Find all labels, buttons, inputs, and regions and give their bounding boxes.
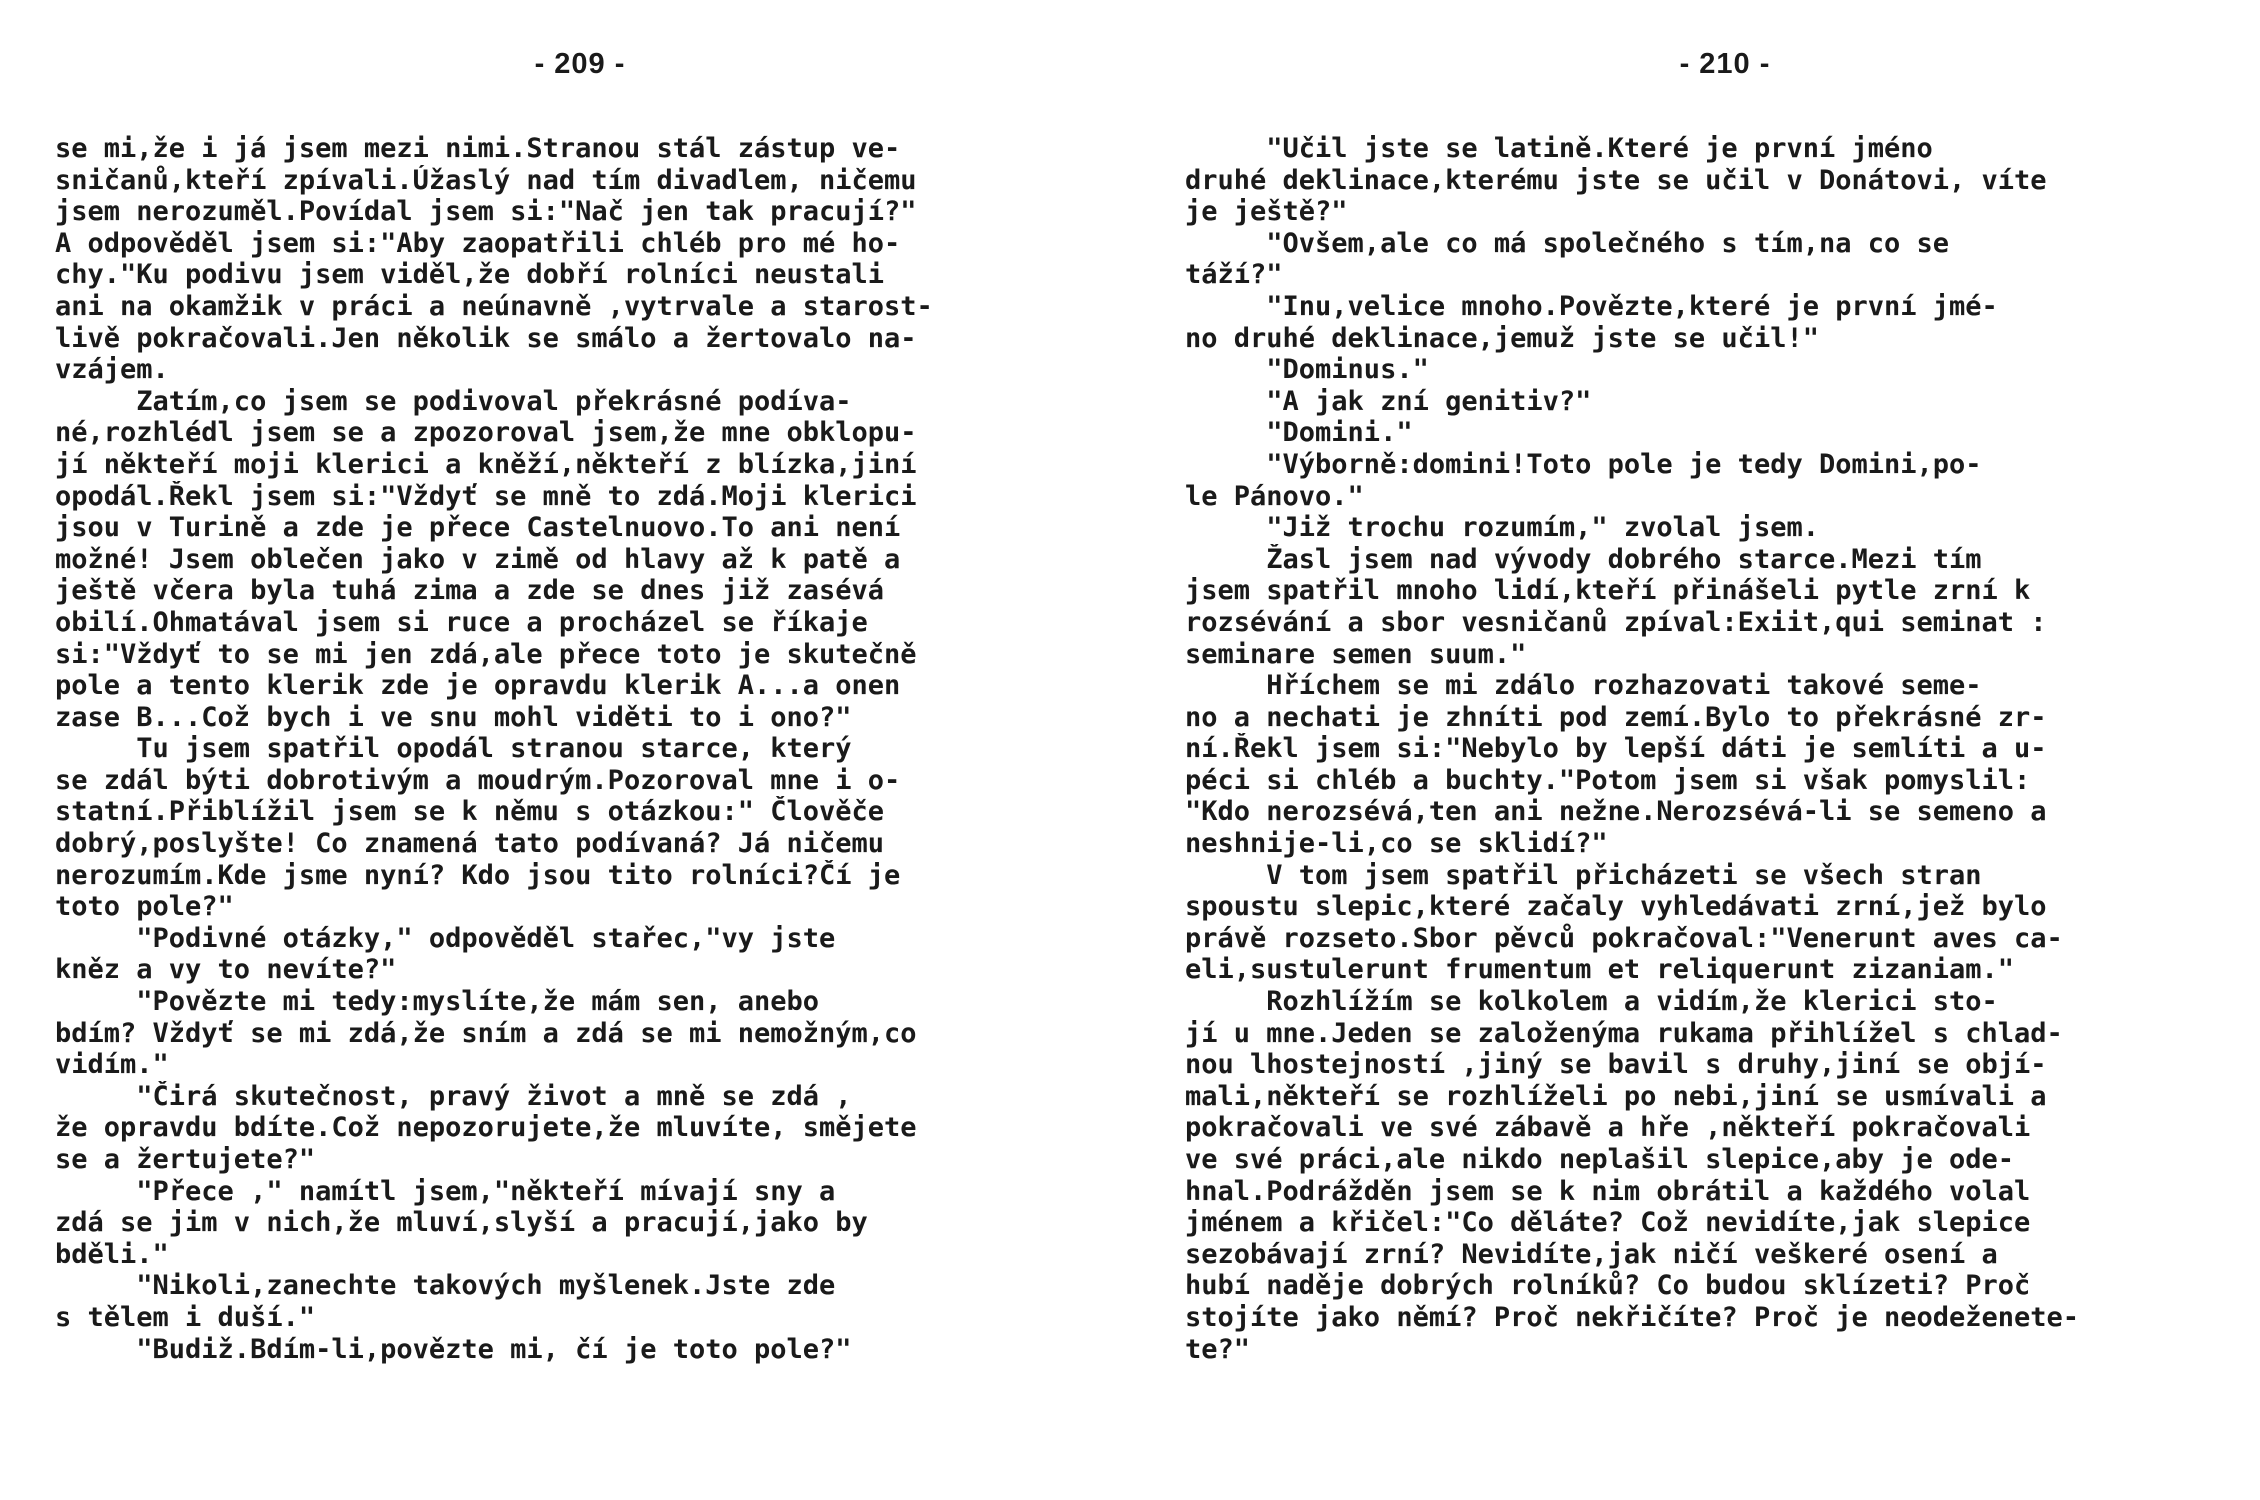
text-line: te?" [1185,1333,1251,1365]
text-line: jsem spatřil mnoho lidí,kteří přinášeli pytle zrní k [1185,575,2031,607]
text-line: obilí.Ohmatával jsem si ruce a procházel se říkaje [55,606,868,638]
text-line: neshnije-li,co se sklidí?" [1185,828,1608,860]
text-line: zase B...Což bych i ve snu mohl viděti to i ono?" [55,701,852,733]
text-line: "Budiž.Bdím-li,povězte mi, čí je toto pole?" [55,1333,852,1365]
text-line: zdá se jim v nich,že mluví,slyší a pracují,jako by [55,1207,868,1239]
text-line: "Výborně:domini!Toto pole je tedy Domini,po- [1185,448,1982,480]
page-number-right: - 210 - [1679,48,1771,80]
text-line: "Ovšem,ale co má společného s tím,na co se [1185,227,1950,259]
right-page [1130,0,2260,1500]
text-line: ještě včera byla tuhá zima a zde se dnes již zasévá [55,575,885,607]
text-line: ní.Řekl jsem si:"Nebylo by lepší dáti je semlíti a u- [1185,733,2047,765]
text-line: "A jak zní genitiv?" [1185,385,1592,417]
text-line: rozsévání a sbor vesničanů zpíval:Exiit,qui seminat : [1185,606,2047,638]
text-line: jsem nerozuměl.Povídal jsem si:"Nač jen tak pracují?" [55,196,917,228]
text-line: vidím." [55,1049,169,1081]
text-line: chy."Ku podivu jsem viděl,že dobří rolníci neustali [55,259,885,291]
text-line: sničanů,kteří zpívali.Úžaslý nad tím divadlem, ničemu [55,164,917,196]
text-line: no a nechati je zhníti pod zemí.Bylo to překrásné zr- [1185,701,2047,733]
text-line: "Čirá skutečnost, pravý život a mně se zdá , [55,1080,852,1112]
text-line: "Inu,velice mnoho.Povězte,které je první jmé- [1185,290,1998,322]
text-line: Hříchem se mi zdálo rozhazovati takové seme- [1185,670,1982,702]
text-line: bdím? Vždyť se mi zdá,že sním a zdá se mi nemožným,co [55,1017,917,1049]
text-line: no druhé deklinace,jemuž jste se učil!" [1185,322,1819,354]
text-line: je ještě?" [1185,196,1348,228]
text-line: si:"Vždyť to se mi jen zdá,ale přece toto je skutečně [55,638,917,670]
text-line: možné! Jsem oblečen jako v zimě od hlavy až k patě a [55,543,901,575]
text-line: seminare semen suum." [1185,638,1527,670]
text-line: pole a tento klerik zde je opravdu klerik A...a onen [55,670,901,702]
text-line: péci si chléb a buchty."Potom jsem si však pomyslil: [1185,764,2031,796]
text-line: nou lhostejností ,jiný se bavil s druhy,jiní se objí- [1185,1049,2047,1081]
text-line: statní.Přiblížil jsem se k němu s otázkou:" Člověče [55,796,885,828]
text-line: "Dominus." [1185,354,1429,386]
text-line: "Nikoli,zanechte takových myšlenek.Jste zde [55,1270,836,1302]
text-line: hubí naděje dobrých rolníků? Co budou sklízeti? Proč [1185,1270,2031,1302]
text-line: A odpověděl jsem si:"Aby zaopatřili chléb pro mé ho- [55,227,901,259]
text-line: spoustu slepic,které začaly vyhledávati zrní,jež bylo [1185,891,2047,923]
text-line: toto pole?" [55,891,234,923]
text-line: stojíte jako němí? Proč nekřičíte? Proč je neodeženete- [1185,1301,2080,1333]
text-line: hnal.Podrážděn jsem se k nim obrátil a každého volal [1185,1175,2031,1207]
text-line: jménem a křičel:"Co děláte? Což nevidíte,jak slepice [1185,1207,2031,1239]
text-line: "Kdo nerozsévá,ten ani nežne.Nerozsévá-li se semeno a [1185,796,2047,828]
text-line: nerozumím.Kde jsme nyní? Kdo jsou tito rolníci?Čí je [55,859,901,891]
text-line: opodál.Řekl jsem si:"Vždyť se mně to zdá.Moji klerici [55,480,917,512]
text-line: livě pokračovali.Jen několik se smálo a žertovalo na- [55,322,917,354]
text-line: kněz a vy to nevíte?" [55,954,397,986]
text-line: s tělem i duší." [55,1301,316,1333]
text-line: V tom jsem spatřil přicházeti se všech stran [1185,859,1982,891]
text-line: se mi,že i já jsem mezi nimi.Stranou stál zástup ve- [55,133,901,164]
text-line: vzájem. [55,354,169,386]
text-line: jsou v Turině a zde je přece Castelnuovo.To ani není [55,512,901,544]
text-line: Rozhlížím se kolkolem a vidím,že klerici sto- [1185,986,1998,1018]
text-line: Žasl jsem nad vývody dobrého starce.Mezi tím [1185,543,1982,575]
text-line: jí u mne.Jeden se založenýma rukama přihlížel s chlad- [1185,1017,2063,1049]
right-text-column [1185,133,2205,1365]
text-line: jí někteří moji klerici a kněží,někteří z blízka,jiní [55,448,917,480]
text-line: mali,někteří se rozhlíželi po nebi,jiní se usmívali a [1185,1080,2047,1112]
text-line: "Přece ," namítl jsem,"někteří mívají sny a [55,1175,836,1207]
text-line: se zdál býti dobrotivým a moudrým.Pozoroval mne i o- [55,764,901,796]
text-line: pokračovali ve své zábavě a hře ,někteří pokračovali [1185,1112,2031,1144]
text-line: Tu jsem spatřil opodál stranou starce, který [55,733,852,765]
text-line: že opravdu bdíte.Což nepozorujete,že mluvíte, smějete [55,1112,917,1144]
text-line: né,rozhlédl jsem se a zpozoroval jsem,že mne obklopu- [55,417,917,449]
text-line: "Domini." [1185,417,1413,449]
text-line: "Učil jste se latině.Které je první jméno [1185,133,1933,164]
text-line: eli,sustulerunt frumentum et reliquerunt zizaniam." [1185,954,2015,986]
page-number-left: - 209 - [534,48,626,80]
text-line: "Povězte mi tedy:myslíte,že mám sen, anebo [55,986,820,1018]
text-line: ani na okamžik v práci a neúnavně ,vytrvale a starost- [55,290,933,322]
text-line: "Podivné otázky," odpověděl stařec,"vy jste [55,922,836,954]
text-line: právě rozseto.Sbor pěvců pokračoval:"Venerunt aves ca- [1185,922,2063,954]
text-line: se a žertujete?" [55,1144,316,1175]
text-line: ve své práci,ale nikdo neplašil slepice,aby je ode- [1185,1144,2015,1175]
text-line: sezobávají zrní? Nevidíte,jak ničí veškeré osení a [1185,1238,1998,1270]
text-line: Zatím,co jsem se podivoval překrásné podíva- [55,385,852,417]
text-line: táží?" [1185,259,1283,291]
text-line: bděli." [55,1238,169,1270]
text-line: druhé deklinace,kterému jste se učil v Donátovi, víte [1185,164,2047,196]
text-line: "Již trochu rozumím," zvolal jsem. [1185,512,1819,544]
text-line: le Pánovo." [1185,480,1364,512]
text-line: dobrý,poslyšte! Co znamená tato podívaná? Já ničemu [55,828,885,860]
left-text-column [55,133,1080,1365]
